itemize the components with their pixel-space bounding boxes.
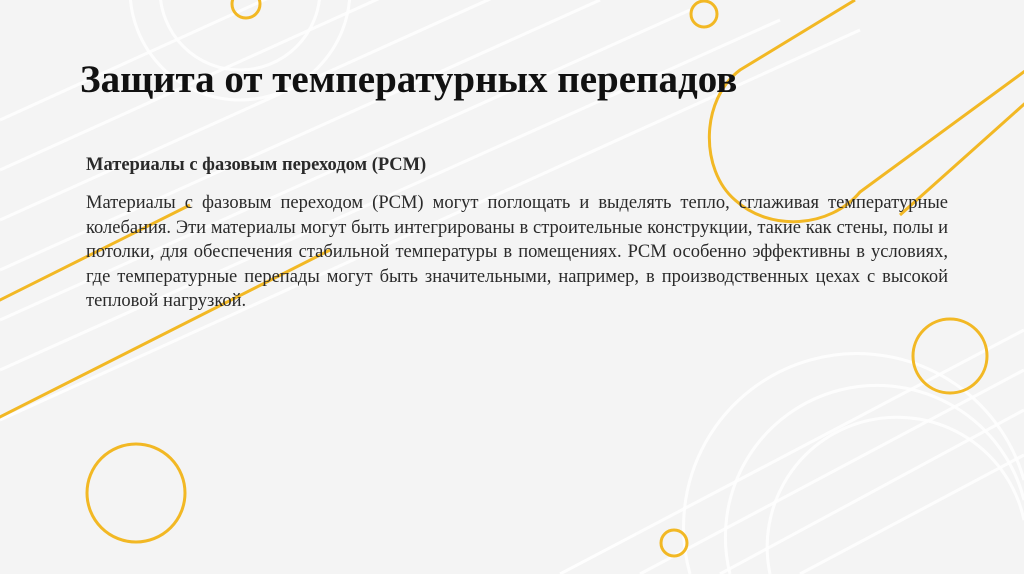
slide-title: Защита от температурных перепадов [80, 58, 738, 101]
arc-right [709, 0, 1024, 222]
section-heading: Материалы с фазовым переходом (PCM) [86, 155, 427, 175]
small-circle-top-right [691, 1, 717, 27]
circle-bottom-left [87, 444, 185, 542]
body-paragraph: Материалы с фазовым переходом (PCM) могут поглощать и выделять тепло, сглаживая температурные колебания. Эти материалы могут быть интегрированы в строительные конструкции, такие как стены, полы и потолки, для обеспечения стабильной температуры в помещениях. PCM особенно эффективны в условиях, где температурные перепады могут быть значительными, например, в производственных цехах с высокой тепловой нагрузкой. [86, 193, 948, 311]
